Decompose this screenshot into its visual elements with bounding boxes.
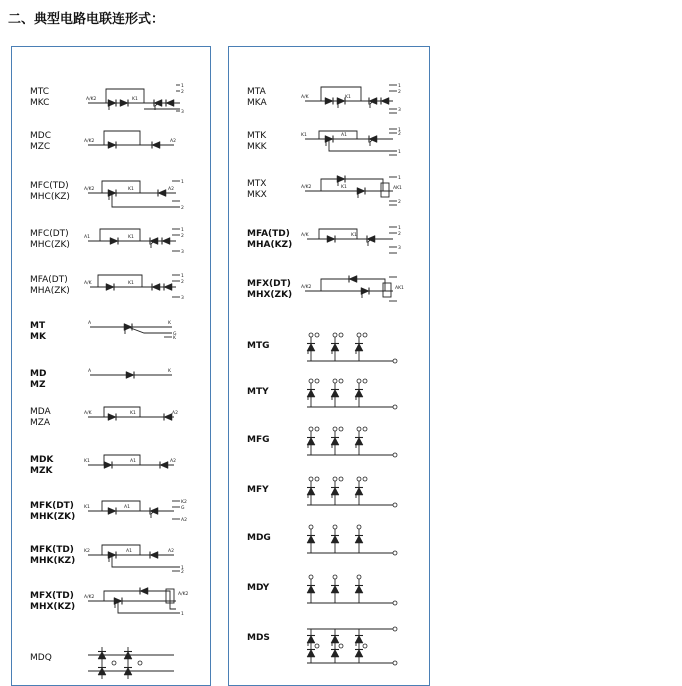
terminal-label: K2 — [181, 500, 187, 505]
thyristor-icon — [355, 586, 363, 594]
terminal-label: K1 — [301, 133, 307, 138]
diode-icon — [150, 552, 158, 559]
terminal-node — [363, 333, 367, 337]
terminal-label: K1 — [132, 97, 138, 102]
diode-2-icon — [152, 142, 160, 149]
thyristor-icon — [307, 586, 315, 594]
circuit-diagram — [84, 177, 186, 211]
terminal-label: 2 — [181, 570, 184, 575]
terminal-label: 2 — [398, 200, 401, 205]
terminal-label: A/K2 — [84, 187, 95, 192]
terminal-label: 1 — [398, 128, 401, 133]
terminal-node — [309, 525, 313, 529]
thyristor-icon — [162, 238, 170, 245]
terminal-node — [357, 427, 361, 431]
circuit-diagram — [301, 523, 403, 559]
terminal-label: K2 — [84, 549, 90, 554]
terminal-node — [363, 644, 367, 648]
model-code: MHX(KZ) — [30, 602, 76, 612]
terminal-node — [393, 453, 397, 457]
thyristor-icon — [307, 536, 315, 544]
terminal-label: 2 — [181, 90, 184, 95]
terminal-node — [363, 379, 367, 383]
terminal-label: A1 — [84, 235, 90, 240]
model-code: MD — [30, 369, 47, 379]
terminal-label: 1 — [181, 84, 184, 89]
model-code: MKA — [247, 98, 267, 108]
terminal-node — [315, 379, 319, 383]
terminal-label: A1 — [126, 549, 132, 554]
circuit-diagram — [301, 127, 403, 161]
terminal-label: G — [181, 506, 185, 511]
terminal-label: A/K2 — [178, 592, 189, 597]
model-label — [30, 653, 52, 664]
circuit-diagram — [84, 643, 186, 683]
model-code: MKK — [247, 142, 267, 152]
model-code: MTK — [247, 131, 267, 141]
terminal-node — [393, 601, 397, 605]
model-label — [30, 407, 51, 429]
model-code: MFY — [247, 485, 269, 495]
model-code: MHA(ZK) — [30, 286, 70, 296]
model-label — [30, 321, 46, 343]
circuit-diagram — [84, 83, 186, 117]
terminal-label: K1 — [130, 411, 136, 416]
model-label — [247, 279, 292, 301]
terminal-label: 1 — [398, 84, 401, 89]
terminal-node — [339, 333, 343, 337]
model-code: MFC(TD) — [30, 181, 69, 191]
diode-icon — [106, 284, 114, 291]
terminal-node — [315, 644, 319, 648]
terminal-label: AK1 — [393, 186, 402, 191]
model-label — [30, 455, 53, 477]
diode-icon — [152, 284, 160, 291]
terminal-label: 2 — [398, 90, 401, 95]
gate-lead — [151, 511, 154, 518]
model-code: MFC(DT) — [30, 229, 69, 239]
thyristor-icon — [331, 536, 339, 544]
terminal-node — [333, 525, 337, 529]
circuit-diagram — [301, 425, 403, 461]
terminal-label: A — [88, 369, 92, 374]
model-code: MT — [30, 321, 46, 331]
terminal-label: A/K2 — [84, 595, 95, 600]
circuit-diagram — [84, 225, 186, 259]
terminal-label: A1 — [341, 133, 347, 138]
model-code: MDA — [30, 407, 51, 417]
gate-lead — [370, 101, 373, 108]
terminal-label: A2 — [172, 411, 178, 416]
terminal-label: 1 — [398, 226, 401, 231]
diode-icon — [126, 372, 134, 379]
model-code: MKC — [30, 98, 50, 108]
model-code: MFK(TD) — [30, 545, 74, 555]
model-code: MHK(KZ) — [30, 556, 76, 566]
terminal-label: 3 — [398, 108, 401, 113]
diode-1-icon — [108, 142, 116, 149]
diode-1-icon — [104, 462, 112, 469]
terminal-label: A1 — [124, 505, 130, 510]
terminal-label: A/K — [84, 411, 92, 416]
model-code: MDY — [247, 583, 270, 593]
model-label — [30, 545, 75, 567]
terminal-node — [393, 405, 397, 409]
terminal-node — [339, 379, 343, 383]
terminal-node — [393, 503, 397, 507]
circuit-diagram — [84, 497, 186, 531]
model-code: MDS — [247, 633, 270, 643]
model-code: MHC(ZK) — [30, 240, 70, 250]
diode-2-icon — [164, 414, 172, 421]
circuit-diagram — [84, 317, 186, 351]
terminal-label: A/K — [301, 95, 309, 100]
circuit-diagram — [301, 175, 403, 209]
terminal-node — [393, 627, 397, 631]
terminal-label: K — [168, 321, 171, 326]
bridge-diode-icon — [331, 650, 339, 658]
terminal-label: A2 — [170, 139, 176, 144]
terminal-node — [315, 477, 319, 481]
terminal-label: K1 — [351, 233, 357, 238]
terminal-label: A2 — [181, 518, 187, 523]
terminal-node — [315, 333, 319, 337]
model-code: MKX — [247, 190, 267, 200]
circuit-diagram — [301, 83, 403, 117]
terminal-label: A2 — [168, 549, 174, 554]
model-code: MFX(DT) — [247, 279, 291, 289]
model-code: MK — [30, 332, 46, 342]
model-label — [30, 275, 70, 297]
terminal-label: 1 — [398, 176, 401, 181]
terminal-label: 2 — [181, 280, 184, 285]
circuit-diagram — [84, 403, 186, 437]
model-label — [247, 87, 267, 109]
thyristor-4-icon — [166, 100, 174, 107]
gate-lead — [370, 139, 373, 146]
terminal-label: 1 — [181, 228, 184, 233]
model-label — [247, 131, 267, 153]
circuit-diagram — [301, 225, 403, 259]
terminal-node — [333, 379, 337, 383]
terminal-label: 2 — [398, 132, 401, 137]
terminal-label: K1 — [128, 281, 134, 286]
model-label — [247, 179, 267, 201]
model-code: MDK — [30, 455, 54, 465]
model-code: MDQ — [30, 653, 52, 663]
terminal-label: 2 — [181, 234, 184, 239]
model-code: MTA — [247, 87, 266, 97]
terminal-label: A/K — [84, 281, 92, 286]
terminal-node — [333, 477, 337, 481]
thyristor-4-icon — [381, 98, 389, 105]
model-code: MFK(DT) — [30, 501, 74, 511]
model-code: MTY — [247, 387, 269, 397]
terminal-label: K1 — [84, 505, 90, 510]
circuit-diagram — [84, 451, 186, 485]
terminal-label: G — [173, 332, 177, 337]
model-code: MHX(ZK) — [247, 290, 293, 300]
model-code: MZA — [30, 418, 51, 428]
terminal-label: 2 — [181, 206, 184, 211]
terminal-label: 1 — [181, 566, 184, 571]
model-code: MFG — [247, 435, 270, 445]
model-code: MFX(TD) — [30, 591, 74, 601]
section-heading: 二、典型电路电联连形式： — [8, 12, 165, 27]
terminal-label: A2 — [170, 459, 176, 464]
thyristor-icon — [355, 536, 363, 544]
terminal-label: 3 — [398, 246, 401, 251]
terminal-label: 2 — [398, 232, 401, 237]
terminal-node — [363, 477, 367, 481]
model-label — [30, 501, 75, 523]
terminal-label: A — [88, 321, 92, 326]
terminal-label: 3 — [181, 250, 184, 255]
model-code: MFA(DT) — [30, 275, 68, 285]
left-diagram-panel — [11, 46, 211, 686]
model-label — [247, 533, 271, 544]
terminal-node — [315, 427, 319, 431]
circuit-diagram — [84, 541, 186, 575]
model-label — [247, 229, 292, 251]
terminal-label: AK1 — [395, 286, 404, 291]
terminal-label: K1 — [128, 187, 134, 192]
model-code: MHK(ZK) — [30, 512, 76, 522]
model-code: MTX — [247, 179, 267, 189]
terminal-node — [339, 477, 343, 481]
circuit-diagram — [301, 475, 403, 511]
gate-lead — [151, 241, 154, 248]
diode-icon — [349, 276, 357, 283]
thyristor-2-icon — [120, 100, 128, 107]
terminal-label: 3 — [181, 296, 184, 301]
terminal-label: A1 — [130, 459, 136, 464]
bridge-diode-icon — [307, 650, 315, 658]
circuit-diagram — [84, 271, 186, 305]
terminal-node — [393, 551, 397, 555]
terminal-label: A/K2 — [86, 97, 97, 102]
model-code: MZK — [30, 466, 53, 476]
diode-1-icon — [108, 414, 116, 421]
terminal-node — [309, 427, 313, 431]
model-code: MZ — [30, 380, 46, 390]
terminal-node — [393, 661, 397, 665]
terminal-label: K1 — [84, 459, 90, 464]
terminal-node — [333, 427, 337, 431]
diode-icon — [158, 190, 166, 197]
model-code: MDG — [247, 533, 271, 543]
terminal-node — [339, 644, 343, 648]
model-label — [247, 341, 269, 352]
model-code: MFA(TD) — [247, 229, 290, 239]
diode-icon — [140, 588, 148, 595]
terminal-label: A2 — [168, 187, 174, 192]
terminal-node — [309, 379, 313, 383]
terminal-label: 1 — [181, 612, 184, 617]
diode-2-icon — [160, 462, 168, 469]
model-label — [30, 229, 70, 251]
terminal-label: 1 — [181, 180, 184, 185]
model-label — [247, 633, 270, 644]
terminal-label: 1 — [398, 150, 401, 155]
diode-icon — [327, 236, 335, 243]
terminal-label: 1 — [181, 274, 184, 279]
terminal-node — [309, 333, 313, 337]
circuit-diagram — [301, 623, 403, 669]
thyristor-1-icon — [325, 98, 333, 105]
terminal-node — [357, 379, 361, 383]
terminal-node — [357, 525, 361, 529]
terminal-node — [309, 477, 313, 481]
terminal-node — [339, 427, 343, 431]
terminal-label: A/K — [301, 233, 309, 238]
circuit-diagram — [84, 127, 186, 161]
model-label — [247, 485, 269, 496]
terminal-node — [309, 575, 313, 579]
terminal-node — [333, 575, 337, 579]
terminal-label: K1 — [128, 235, 134, 240]
terminal-node — [393, 359, 397, 363]
model-label — [30, 131, 51, 153]
bridge-diode-icon — [355, 650, 363, 658]
circuit-diagram — [301, 573, 403, 609]
model-label — [30, 181, 70, 203]
model-label — [30, 591, 75, 613]
diode-icon — [108, 508, 116, 515]
terminal-node — [112, 661, 116, 665]
terminal-label: K1 — [341, 185, 347, 190]
terminal-node — [357, 575, 361, 579]
circuit-diagram — [84, 587, 189, 621]
terminal-label: K — [168, 369, 171, 374]
model-label — [247, 387, 269, 398]
circuit-diagram — [301, 377, 403, 413]
terminal-node — [138, 661, 142, 665]
circuit-diagram — [84, 365, 186, 399]
diode-icon — [164, 284, 172, 291]
model-code: MHC(KZ) — [30, 192, 70, 202]
terminal-label: K — [173, 336, 176, 341]
gate-lead — [368, 239, 371, 246]
model-code: MZC — [30, 142, 51, 152]
diode-icon — [110, 238, 118, 245]
model-code: MTC — [30, 87, 50, 97]
terminal-label: A/K2 — [84, 139, 95, 144]
terminal-node — [333, 333, 337, 337]
model-code: MTG — [247, 341, 270, 351]
right-diagram-panel — [228, 46, 430, 686]
circuit-diagram — [301, 331, 403, 367]
model-label — [247, 583, 269, 594]
model-label — [247, 435, 270, 446]
model-code: MDC — [30, 131, 51, 141]
circuit-diagram — [301, 275, 403, 309]
terminal-label: A/K2 — [301, 285, 312, 290]
terminal-node — [357, 333, 361, 337]
model-label — [30, 87, 49, 109]
terminal-node — [357, 477, 361, 481]
terminal-node — [363, 427, 367, 431]
model-code: MHA(KZ) — [247, 240, 293, 250]
thyristor-icon — [331, 586, 339, 594]
terminal-label: 3 — [181, 110, 184, 115]
model-label — [30, 369, 46, 391]
terminal-label: A/K2 — [301, 185, 312, 190]
terminal-label: K1 — [345, 95, 351, 100]
